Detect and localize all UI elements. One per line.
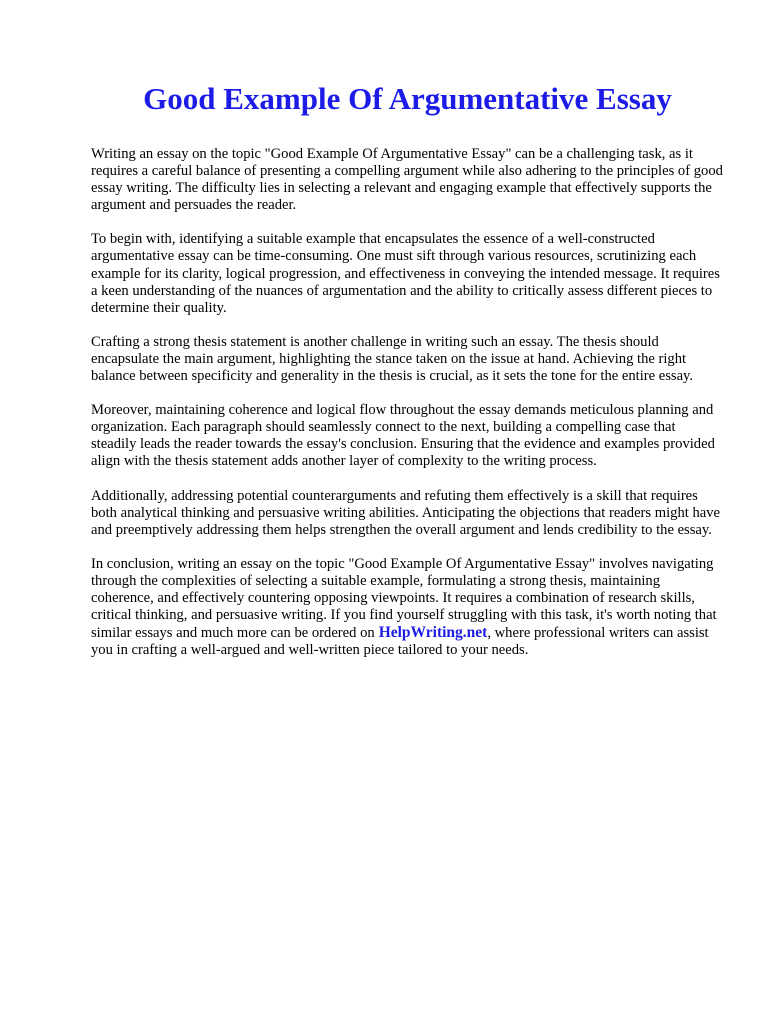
paragraph-2: To begin with, identifying a suitable example that encapsulates the essence of a well-constructed argumentative essay can be time-consuming. One must sift through various resources, scrutinizing each example for its clarity, logical progression, and effectiveness in conveying the intended message. It requires a keen understanding of the nuances of argumentation and the ability to critically assess different pieces to determine their quality. (91, 231, 720, 316)
helpwriting-link[interactable]: HelpWriting.net (378, 624, 488, 642)
paragraph-1: Writing an essay on the topic "Good Example Of Argumentative Essay" can be a challenging task, as it requires a careful balance of presenting a compelling argument while also adhering to the principles of good essay writing. The difficulty lies in selecting a relevant and engaging example that effectively supports the argument and persuades the reader. (91, 146, 723, 214)
conclusion-text: In conclusion, writing an essay on the topic "Good Example Of Argumentative Essay" involves navigating through the complexities of selecting a suitable example, formulating a strong thesis, maintaining coherence, and effectively countering opposing viewpoints. It requires a combination of research skills, critical thinking, and persuasive writing. If you find yourself struggling with this task, it's worth noting that similar essays and much more can be ordered on (91, 555, 717, 642)
paragraph-4: Moreover, maintaining coherence and logical flow throughout the essay demands meticulous planning and organization. Each paragraph should seamlessly connect to the next, building a compelling case that steadily leads the reader towards the essay's conclusion. Ensuring that the evidence and examples provided align with the thesis statement adds another layer of complexity to the writing process. (91, 402, 715, 470)
paragraph-3: Crafting a strong thesis statement is another challenge in writing such an essay. The thesis should encapsulate the main argument, highlighting the stance taken on the issue at hand. Achieving the right balance between specificity and generality in the thesis is crucial, as it sets the tone for the entire essay. (91, 333, 694, 385)
conclusion-paragraph (91, 556, 724, 660)
page-title: Good Example Of Argumentative Essay (143, 81, 672, 116)
conclusion-text-end: , where professional writers can assist you in crafting a well-argued and well-written piece tailored to your needs. (91, 625, 709, 659)
paragraph-5: Additionally, addressing potential counterarguments and refuting them effectively is a skill that requires both analytical thinking and persuasive writing abilities. Anticipating the objections that readers might have and preemptively addressing them helps strengthen the overall argument and lends credibility to the essay. (91, 487, 720, 538)
